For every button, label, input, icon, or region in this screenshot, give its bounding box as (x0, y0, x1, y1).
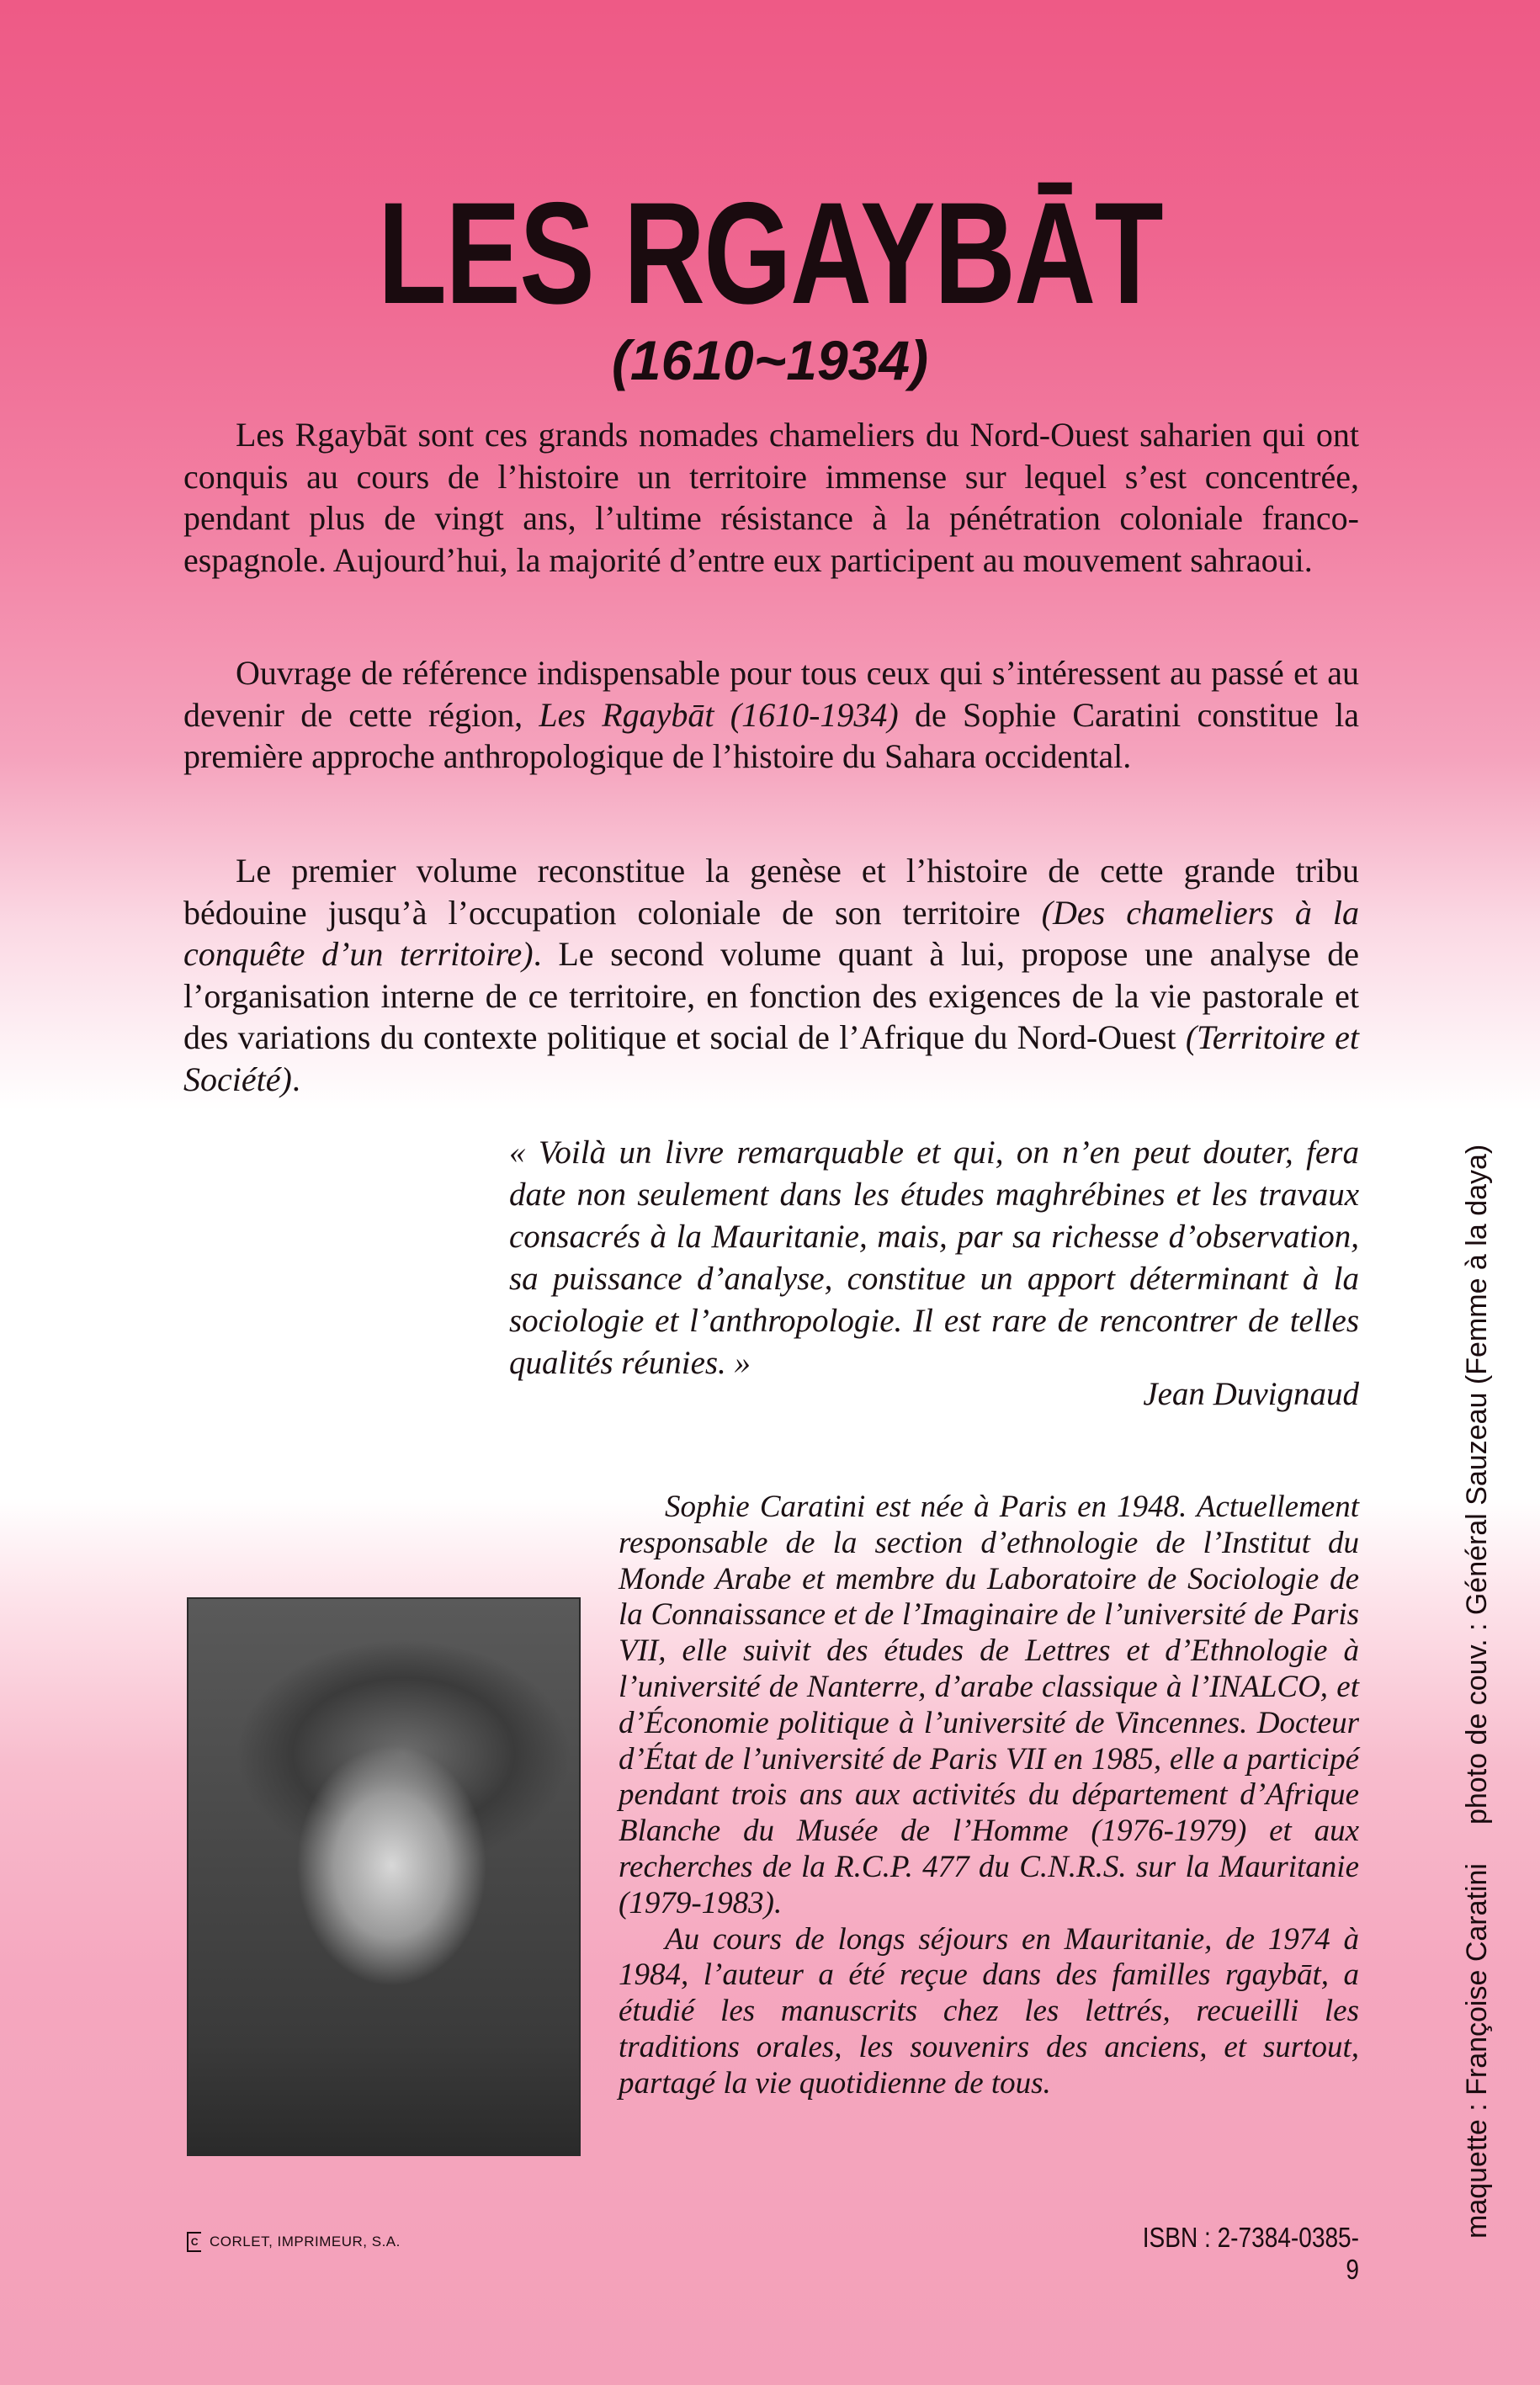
author-photo (187, 1597, 581, 2156)
book-title: LES RGAYBĀT (377, 173, 1163, 334)
summary-text: Le premier volume reconstitue la genèse et l’histoire de cette grande tribu bédouine jusqu’à l’occupation coloniale de son territoire (183, 852, 1359, 932)
summary-paragraph-3 (183, 850, 1359, 1100)
author-bio-paragraph-2: Au cours de longs séjours en Mauritanie, de 1974 à 1984, l’auteur a été reçue dans des familles rgaybāt, a étudié les manuscrits chez les lettrés, recueilli les traditions orales, les souvenirs des anciens, et surtout, partagé la vie quotidienne de tous. (619, 1921, 1359, 2101)
isbn: ISBN : 2-7384-0385-9 (1142, 2222, 1359, 2285)
author-bio (619, 1490, 1359, 2102)
summary-paragraph-1 (183, 414, 1359, 581)
summary-text: Les Rgaybāt sont ces grands nomades chameliers du Nord-Ouest saharien qui ont conquis au cours de l’histoire un territoire immense sur lequel s’est concentrée, pendant plus de vingt ans, l’ultime résistance à la pénétration coloniale franco-espagnole. Aujourd’hui, la majorité d’entre eux participent au mouvement sahraoui. (183, 416, 1359, 579)
book-dates: (1610~1934) (611, 329, 929, 391)
printer-name: CORLET, IMPRIMEUR, S.A. (210, 2234, 401, 2250)
summary-paragraph-2 (183, 652, 1359, 778)
printer-logo-icon: C (187, 2232, 201, 2252)
summary-text: Ouvrage de référence indispensable pour tous ceux qui s’intéressent au passé et au devenir de cette région, (183, 654, 1359, 734)
review-quote: « Voilà un livre remarquable et qui, on n’en peut douter, fera date non seulement dans les études maghrébines et les travaux consacrés à la Mauritanie, mais, par sa richesse d’observation, sa puissance d’analyse, constitue un apport déterminant à la sociologie et l’anthropologie. Il est rare de rencontrer de telles qualités réunies. » (509, 1134, 1359, 1381)
vertical-credits (1460, 1145, 1494, 2239)
summary-text: de Sophie Caratini constitue la première approche anthropologique de l’histoire du Sahara occidental. (183, 695, 1360, 775)
cover-photo-credit: photo de couv. : Général Sauzeau (Femme à la daya) (1461, 1144, 1493, 1825)
author-bio-paragraph-1: Sophie Caratini est née à Paris en 1948. Actuellement responsable de la section d’ethnologie de l’Institut du Monde Arabe et membre du Laboratoire de Sociologie de la Connaissance et de l’Imaginaire de l’université de Paris VII, elle suivit des études de Lettres et d’Ethnologie à l’université de Nanterre, d’arabe classique à l’INALCO, et d’Économie politique à l’université de Vincennes. Docteur d’État de l’université de Paris VII en 1985, elle a participé pendant trois ans aux activités du département d’Afrique Blanche du Musée de l’Homme (1976-1979) et aux recherches de la R.C.P. 477 du C.N.R.S. sur la Mauritanie (1979-1983). (619, 1490, 1359, 1920)
layout-credit: maquette : Françoise Caratini (1461, 1863, 1493, 2239)
quote-author: Jean Duvignaud (1143, 1376, 1359, 1412)
volume-2-title: (Territoire et Société) (183, 1018, 1359, 1098)
printer-credit (187, 2232, 401, 2252)
summary-text: . (291, 1060, 300, 1098)
volume-1-title: (Des chameliers à la conquête d’un territoire) (183, 893, 1359, 973)
book-title-italic: Les Rgaybāt (1610-1934) (539, 695, 899, 734)
summary-text: . Le second volume quant à lui, propose une analyse de l’organisation interne de ce territoire, en fonction des exigences de la vie pastorale et des variations du contexte politique et social de l’Afrique du Nord-Ouest (183, 935, 1359, 1056)
